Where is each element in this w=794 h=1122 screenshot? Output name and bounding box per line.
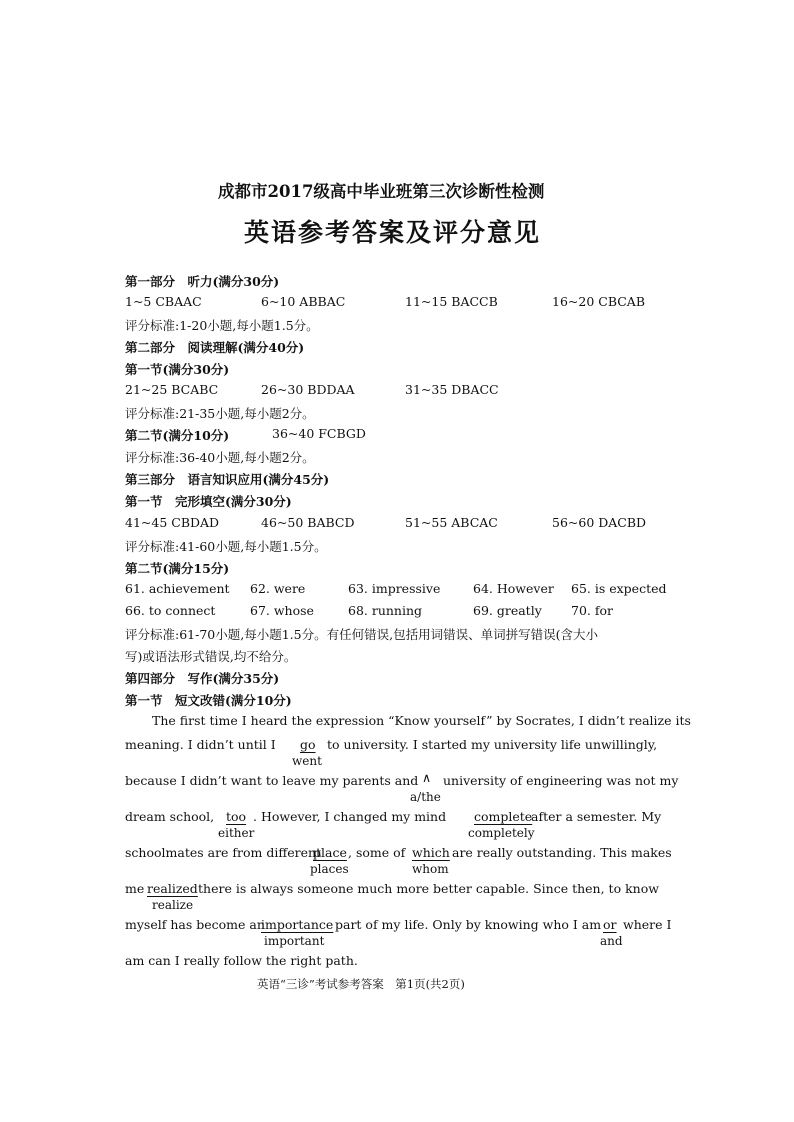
essay-text: to university. I started my university life unwillingly, bbox=[327, 737, 658, 752]
correction: important bbox=[264, 934, 325, 948]
answer-item: 67. whose bbox=[250, 603, 314, 618]
part1-heading: 第一部分 听力(满分30分) bbox=[125, 274, 280, 289]
answer-item: 70. for bbox=[571, 603, 613, 618]
answer-group: 1~5 CBAAC bbox=[125, 294, 202, 309]
part3-heading: 第三部分 语言知识应用(满分45分) bbox=[125, 472, 330, 487]
essay-text: part of my life. Only by knowing who I am bbox=[335, 917, 602, 932]
error-word: or bbox=[603, 917, 617, 932]
error-word: which bbox=[412, 845, 450, 860]
answer-group: 26~30 BDDAA bbox=[261, 382, 355, 397]
answer-item: 66. to connect bbox=[125, 603, 216, 618]
essay-text: university of engineering was not my bbox=[443, 773, 679, 788]
essay-line: am can I really follow the right path. bbox=[125, 953, 358, 968]
essay-text: meaning. I didn’t until I bbox=[125, 737, 276, 752]
scoring-note: 写)或语法形式错误,均不给分。 bbox=[125, 649, 297, 664]
answer-item: 64. However bbox=[473, 581, 554, 596]
scoring-note: 评分标准:1-20小题,每小题1.5分。 bbox=[125, 318, 319, 333]
answer-group: 21~25 BCABC bbox=[125, 382, 219, 397]
answer-item: 61. achievement bbox=[125, 581, 230, 596]
answer-group: 6~10 ABBAC bbox=[261, 294, 346, 309]
answer-item: 69. greatly bbox=[473, 603, 542, 618]
essay-line: The first time I heard the expression “Know yourself” by Socrates, I didn’t realize its bbox=[152, 713, 691, 728]
essay-text: myself has become an bbox=[125, 917, 265, 932]
part2-heading: 第二部分 阅读理解(满分40分) bbox=[125, 340, 305, 355]
answer-group: 11~15 BACCB bbox=[405, 294, 498, 309]
essay-text: . However, I changed my mind bbox=[253, 809, 447, 824]
essay-text: where I bbox=[623, 917, 672, 932]
section-heading: 第一节(满分30分) bbox=[125, 362, 230, 377]
correction: either bbox=[218, 826, 255, 840]
scoring-note: 评分标准:61-70小题,每小题1.5分。有任何错误,包括用词错误、单词拼写错误(含大小 bbox=[125, 627, 598, 642]
answer-group: 46~50 BABCD bbox=[261, 515, 355, 530]
answer-group: 36~40 FCBGD bbox=[272, 426, 366, 441]
scoring-note: 评分标准:36-40小题,每小题2分。 bbox=[125, 450, 315, 465]
essay-text: there is always someone much more better capable. Since then, to know bbox=[198, 881, 659, 896]
essay-text: dream school, bbox=[125, 809, 215, 824]
correction: a/the bbox=[410, 790, 441, 804]
correction: completely bbox=[468, 826, 535, 840]
error-word: complete bbox=[474, 809, 533, 824]
insert-mark: ∧ bbox=[422, 770, 432, 785]
essay-text: , some of bbox=[348, 845, 406, 860]
correction: and bbox=[600, 934, 623, 948]
error-word: go bbox=[300, 737, 316, 752]
section-heading: 第一节 短文改错(满分10分) bbox=[125, 693, 292, 708]
essay-text: are really outstanding. This makes bbox=[452, 845, 672, 860]
answer-group: 16~20 CBCAB bbox=[552, 294, 646, 309]
answer-item: 68. running bbox=[348, 603, 423, 618]
part4-heading: 第四部分 写作(满分35分) bbox=[125, 671, 280, 686]
correction: realize bbox=[152, 898, 194, 912]
essay-text: because I didn’t want to leave my parents and bbox=[125, 773, 419, 788]
essay-text: after a semester. My bbox=[531, 809, 662, 824]
essay-text: me bbox=[125, 881, 145, 896]
error-word: too bbox=[226, 809, 247, 824]
error-word: realized bbox=[147, 881, 198, 896]
answer-group: 41~45 CBDAD bbox=[125, 515, 220, 530]
page-supertitle: 成都市2017级高中毕业班第三次诊断性检测 bbox=[218, 182, 545, 201]
page-title: 英语参考答案及评分意见 bbox=[244, 218, 542, 247]
error-word: place bbox=[313, 845, 347, 860]
answer-group: 51~55 ABCAC bbox=[405, 515, 498, 530]
section-heading: 第二节(满分10分) bbox=[125, 428, 230, 443]
scoring-note: 评分标准:21-35小题,每小题2分。 bbox=[125, 406, 315, 421]
answer-item: 65. is expected bbox=[571, 581, 667, 596]
error-word: importance bbox=[261, 917, 334, 932]
correction: went bbox=[292, 754, 322, 768]
correction: whom bbox=[412, 862, 449, 876]
scoring-note: 评分标准:41-60小题,每小题1.5分。 bbox=[125, 539, 327, 554]
correction: places bbox=[310, 862, 349, 876]
answer-group: 56~60 DACBD bbox=[552, 515, 647, 530]
section-heading: 第二节(满分15分) bbox=[125, 561, 230, 576]
section-heading: 第一节 完形填空(满分30分) bbox=[125, 494, 292, 509]
page-footer: 英语“三诊”考试参考答案 第1页(共2页) bbox=[257, 977, 465, 991]
essay-text: schoolmates are from different bbox=[125, 845, 322, 860]
answer-group: 31~35 DBACC bbox=[405, 382, 499, 397]
answer-item: 62. were bbox=[250, 581, 306, 596]
answer-item: 63. impressive bbox=[348, 581, 441, 596]
